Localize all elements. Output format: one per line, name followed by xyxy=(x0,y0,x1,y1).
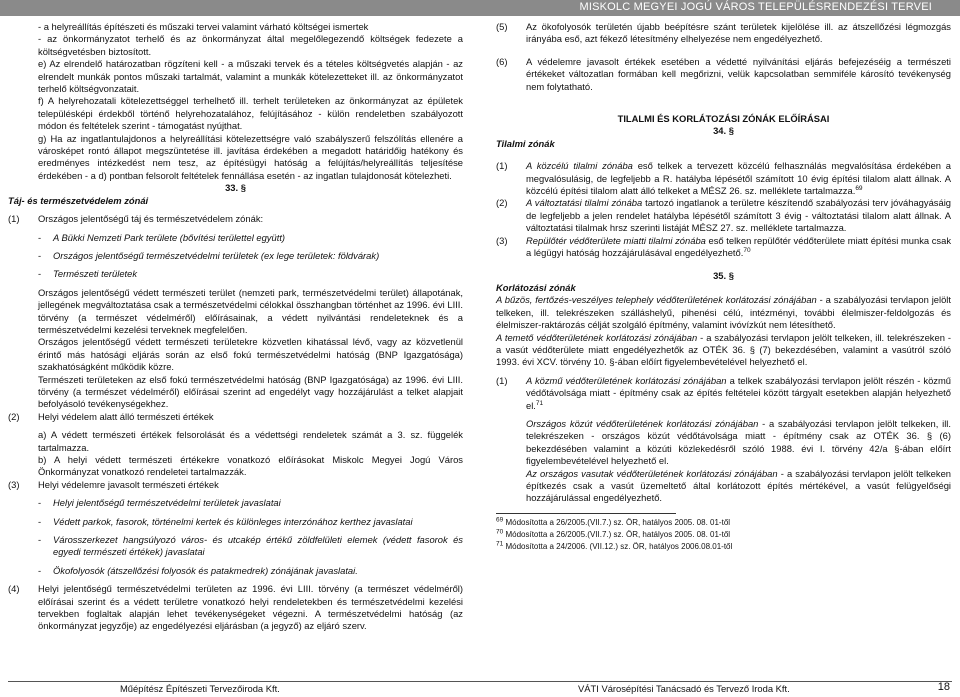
numbered-paragraph xyxy=(8,479,463,491)
paragraph: Országos jelentőségű védett természeti terület (nemzeti park, természetvédelmi terület) állapotának, jellegének megváltoztatása csak a természetvédelmi célokkal összhangban történhet az 1996. évi LIII. törvény (a természet védelméről) előírásainak, a védett nyilvántási rendeleteknek és a természetvédelmi kezelési terveknek megfelelően. xyxy=(38,286,463,335)
paragraph-number: (1) xyxy=(496,374,508,386)
page-header xyxy=(0,0,960,16)
paragraph: e) Az elrendelő határozatban rögzíteni kell - a műszaki tervek és a tételes költségvetés alapján - az elrendelt munkák pontos műszaki tartalmát, valamint a munkák kötelezetteket ill. az önkormányzatot terhelő költségvonzatait. xyxy=(38,58,463,95)
footnote-text: Módosította a 24/2006. (VII.12.) sz. ÖR, hatályos 2006.08.01-től xyxy=(505,541,733,551)
footer-left-text: Műépítész Építészeti Tervezőiroda Kft. xyxy=(120,683,280,694)
footnote-number: 71 xyxy=(496,540,504,548)
term: Országos közút védőterületének korlátozási zónájában xyxy=(526,417,759,429)
footnote-ref: 69 xyxy=(855,184,863,192)
paragraph-text: Az ökofolyosók területén újabb beépítésre szánt területek kijelölése ill. az átszellőzési légmozgás irányába eső, azt fékező létesítmény elhelyezése nem engedélyezhető. xyxy=(526,21,951,45)
paragraph-number: (6) xyxy=(496,55,508,67)
term: A bűzös, fertőzés-veszélyes telephely védőterületének korlátozási zónájában xyxy=(496,294,817,306)
list-item-text: Ökofolyosók (átszellőzési folyosók és patakmedrek) zónájának javaslatai. xyxy=(53,564,358,576)
paragraph-number: (2) xyxy=(8,410,20,422)
list-item-text: Városszerkezet hangsúlyozó város- és utcakép értékű zöldfelületi elemek (védett fasorok és egyedi természeti értékek) javaslatai xyxy=(53,534,463,558)
footnote-ref: 71 xyxy=(535,399,544,407)
section-title: Táj- és természetvédelem zónái xyxy=(8,194,149,206)
paragraph: g) Ha az ingatlantulajdonos a helyreállítási kötelezettségre való szabályszerű felszólítás ellenére a városképet rontó állapot megszüntetése ill. javítása érdekében a megadott határidőig hatékony és eredményes intézkedést nem tesz, az építésügyi hatóság a felújítás/helyreállítás teljesítése érdekében - a d) pontban felsorolt feltételek fennállása esetén - az ingatlan tulajdonosát kötelezheti. xyxy=(38,132,463,181)
section-title: Tilalmi zónák xyxy=(496,137,555,149)
list-item-text: A Bükki Nemzeti Park területe (bővítési területtel együtt) xyxy=(53,231,286,243)
paragraph: - a helyreállítás építészeti és műszaki tervei valamint várható költségei ismertek xyxy=(38,21,369,32)
numbered-paragraph xyxy=(8,583,463,633)
paragraph-number: (3) xyxy=(496,234,508,246)
paragraph-number: (5) xyxy=(496,21,508,32)
paragraph-number: (1) xyxy=(8,213,20,225)
list-item: - Helyi jelentőségű természetvédelmi területek javaslatai xyxy=(8,497,463,509)
numbered-paragraph xyxy=(496,375,951,412)
paragraph-number: (3) xyxy=(8,478,20,490)
list-item: - A Bükki Nemzeti Park területe (bővítési területtel együtt) xyxy=(8,232,463,244)
term: Az országos vasutak védőterületének korlátozási zónájában xyxy=(526,467,778,479)
list-item: - Városszerkezet hangsúlyozó város- és utcakép értékű zöldfelületi elemek (védett fasorok és egyedi természeti értékek) javaslatai xyxy=(38,534,463,558)
term: Repülőtér védőterülete miatti tilalmi zónába xyxy=(526,234,706,246)
paragraph-text xyxy=(526,235,951,260)
text: a telkek szabályozási tervlapon jelölt részén - közmű védőtávolsága miatt - építmény csak az építés feltételei között tárgyalt esetekben alapján helyezhető el. xyxy=(526,374,952,411)
paragraph: b) A helyi védett természeti értékekre vonatkozó előírásokat Miskolc Megyei Jogú Város Önkormányzat vonatkozó rendeletei tartalmazzák. xyxy=(38,454,463,478)
paragraph-text xyxy=(526,197,951,234)
right-column xyxy=(496,21,951,553)
list-item: - Természeti területek xyxy=(8,268,463,280)
paragraph-text: Helyi védelemre javasolt természeti értékek xyxy=(38,478,219,490)
footnote xyxy=(496,517,951,529)
section-number: 33. § xyxy=(225,182,246,194)
numbered-paragraph xyxy=(496,197,951,234)
footnote-ref: 70 xyxy=(743,246,751,254)
paragraph-number: (1) xyxy=(496,160,508,172)
paragraph: - az önkormányzatot terhelő és az önkormányzat által megelőlegezendő költségek fedezete a költségvetésben biztosított. xyxy=(38,33,463,57)
paragraph-text xyxy=(526,160,951,197)
paragraph: Természeti területeken az első fokú természetvédelmi hatóság (BNP Igazgatósága) az 1996. évi LIII. törvény (a természet védelméről) előírásai szerint ad engedélyt vagy hozzájárulást a telket alapjait befolyásoló tevékenységekhez. xyxy=(38,373,463,410)
list-item: - Országos jelentőségű természetvédelmi területek (ex lege területek: földvárak) xyxy=(8,250,463,262)
list-item: - Ökofolyosók (átszellőzési folyosók és patakmedrek) zónájának javaslatai. xyxy=(8,565,463,577)
paragraph: f) A helyrehozatali kötelezettséggel terhelhető ill. terhelt területeken az önkormányzat az épületek településképi érdekből történő helyrehozatalához, felújításához - külön rendeletben szabályozott módon és feltételek szerint - támogatást nyújthat. xyxy=(38,95,463,132)
numbered-paragraph xyxy=(8,213,463,225)
term: A változtatási tilalmi zónába xyxy=(526,197,643,209)
footnote-number: 70 xyxy=(496,528,504,536)
list-item-text: Védett parkok, fasorok, történelmi kertek és különleges interzónához kerthez javaslatai xyxy=(53,515,413,527)
page-footer xyxy=(0,683,960,697)
paragraph: a) A védett természeti értékek felsorolását és a védettségi rendeletek számát a 3. sz. függelék tartalmazza. xyxy=(38,429,463,453)
numbered-paragraph xyxy=(496,235,951,260)
footnote xyxy=(496,541,951,553)
list-item-text: Országos jelentőségű természetvédelmi területek (ex lege területek: földvárak) xyxy=(53,249,380,261)
list-item-text: Természeti területek xyxy=(53,268,138,280)
paragraph xyxy=(496,294,951,331)
paragraph-number: (2) xyxy=(496,197,508,209)
left-column xyxy=(8,21,463,633)
section-title: Korlátozási zónák xyxy=(496,281,576,293)
footnote-separator xyxy=(496,513,676,514)
paragraph: Országos jelentőségű védett természeti területekre közvetlen kihatással lévő, vagy az közvetlenül érintő más hatósági eljárás során az első fokú természetvédelmi hatóság (BNP Igazgatósága) szakhatóságként működik közre. xyxy=(38,336,463,373)
text: - a szabályozási tervlapon jelölt telkeken, ill. telekrészeken - országos közút védőtávolsága miatt - építmény csak az OTÉK 36. § (6) bekezdésében valamint a közúti közlekedésről szóló 1988. évi I. törvény 42/a §-ában előírt figyelembevételével helyezhető el. xyxy=(526,417,951,467)
text: tartozó ingatlanok a területre készítendő szabályozási terv jóváhagyásáig de legfeljebb a jelen rendelet hatályba lépésétől számított 3 évig - változtatási tilalom alatt állnak. A változtatási tilalmak hrsz szerinti listáját MÉSZ 27. sz. melléklete tartalmazza. xyxy=(526,197,951,234)
paragraph-text: A védelemre javasolt értékek esetében a védetté nyilvánítási eljárás befejezéséig a természeti értékeket változatlan formában kell megőrizni, velük kapcsolatban semmiféle károsító tevékenység nem folytatható. xyxy=(526,55,951,92)
document-title: MISKOLC MEGYEI JOGÚ VÁROS TELEPÜLÉSRENDEZÉSI TERVEI xyxy=(579,1,932,13)
page-number: 18 xyxy=(937,681,950,693)
numbered-paragraph xyxy=(496,160,951,197)
paragraph-text: Helyi jelentőségű természetvédelmi területen az 1996. évi LIII. törvény (a természet védelméről) előírásai szerint és a védett területre vonatkozó helyi rendeletekben és természetvédelmi kezelési tervekben foglaltak alapján lehet tevékenységeket végezni. A természetvédelmi hatóság (az önkormányzat jegyzője) az engedélyezési eljárásban (a jegyző) az eljáró szerv. xyxy=(38,583,463,632)
numbered-paragraph xyxy=(496,56,951,93)
paragraph-text: Országos jelentőségű táj és természetvédelem zónák: xyxy=(38,213,264,225)
text: - a szabályozási tervlapon jelölt telkeken, ill. telekrészeken szálláshelyű, pihenési célú, intézményi, további élelmiszer-feldolgozás és élelmiszer-raktározás célját szolgáló építmény, valamint ivóvízkút nem létesíthető. xyxy=(496,294,951,331)
list-item-text: Helyi jelentőségű természetvédelmi területek javaslatai xyxy=(53,497,281,509)
footer-divider xyxy=(8,681,952,682)
paragraph-text xyxy=(526,375,951,412)
chapter-heading: TILALMI ÉS KORLÁTOZÁSI ZÓNÁK ELŐÍRÁSAI xyxy=(617,113,830,125)
text: eső telkek a tervezett közcélú felhasználás megvalósítása érdekében a megvalósulásig, de legfeljebb a R. hatályba lépésétől számított 10 évig építési tilalom alatt állnak. A közcélú építési tilalom alatt álló telkeket a MÉSZ 26. sz. melléklete tartalmazza. xyxy=(526,160,951,197)
list-item: - Védett parkok, fasorok, történelmi kertek és különleges interzónához kerthez javaslatai xyxy=(8,516,463,528)
term: A temető védőterületének korlátozási zónájában xyxy=(496,331,698,343)
paragraph xyxy=(496,418,951,468)
paragraph-text: Helyi védelem alatt álló természeti értékek xyxy=(38,410,214,422)
footnote-text: Módosította a 26/2005.(VII.7.) sz. ÖR, hatályos 2005. 08. 01-től xyxy=(505,517,731,527)
paragraph-number: (4) xyxy=(8,583,20,595)
section-number: 35. § xyxy=(713,269,734,281)
paragraph xyxy=(496,332,951,369)
footnote-number: 69 xyxy=(496,516,504,524)
numbered-paragraph xyxy=(8,411,463,423)
term: A közmű védőterületének korlátozási zónájában xyxy=(526,374,727,386)
numbered-paragraph xyxy=(496,21,951,46)
footnote xyxy=(496,529,951,541)
text: - a szabályozási tervlapon jelölt telkeken építkezés csak a vasút üzemeltető által korlátozott építés mértékével, a vasút felügyelőségi hozzájárulással engedélyezhető. xyxy=(526,467,952,504)
section-number: 34. § xyxy=(713,125,734,137)
paragraph xyxy=(496,468,951,505)
footnote-text: Módosította a 26/2005.(VII.7.) sz. ÖR, hatályos 2005. 08. 01-től xyxy=(505,529,731,539)
footer-right-text: VÁTI Városépítési Tanácsadó és Tervező Iroda Kft. xyxy=(578,683,790,694)
text: eső telken repülőtér védőterülete miatt építési munka csak a légügyi hatóság hozzájárulásával engedélyezhető. xyxy=(526,234,951,259)
text: - a szabályozási tervlapon jelölt telkeken, ill. telekrészeken - a vasút védőterülete miatt engedélyezhetők az OTÉK 36. § (7) bekezdésében, valamint a vasútról szóló 1993. évi XCV. törvény 10. §-ában előírt figyelembevételével helyezhető el. xyxy=(496,331,951,368)
term: A közcélú tilalmi zónába xyxy=(526,160,633,172)
